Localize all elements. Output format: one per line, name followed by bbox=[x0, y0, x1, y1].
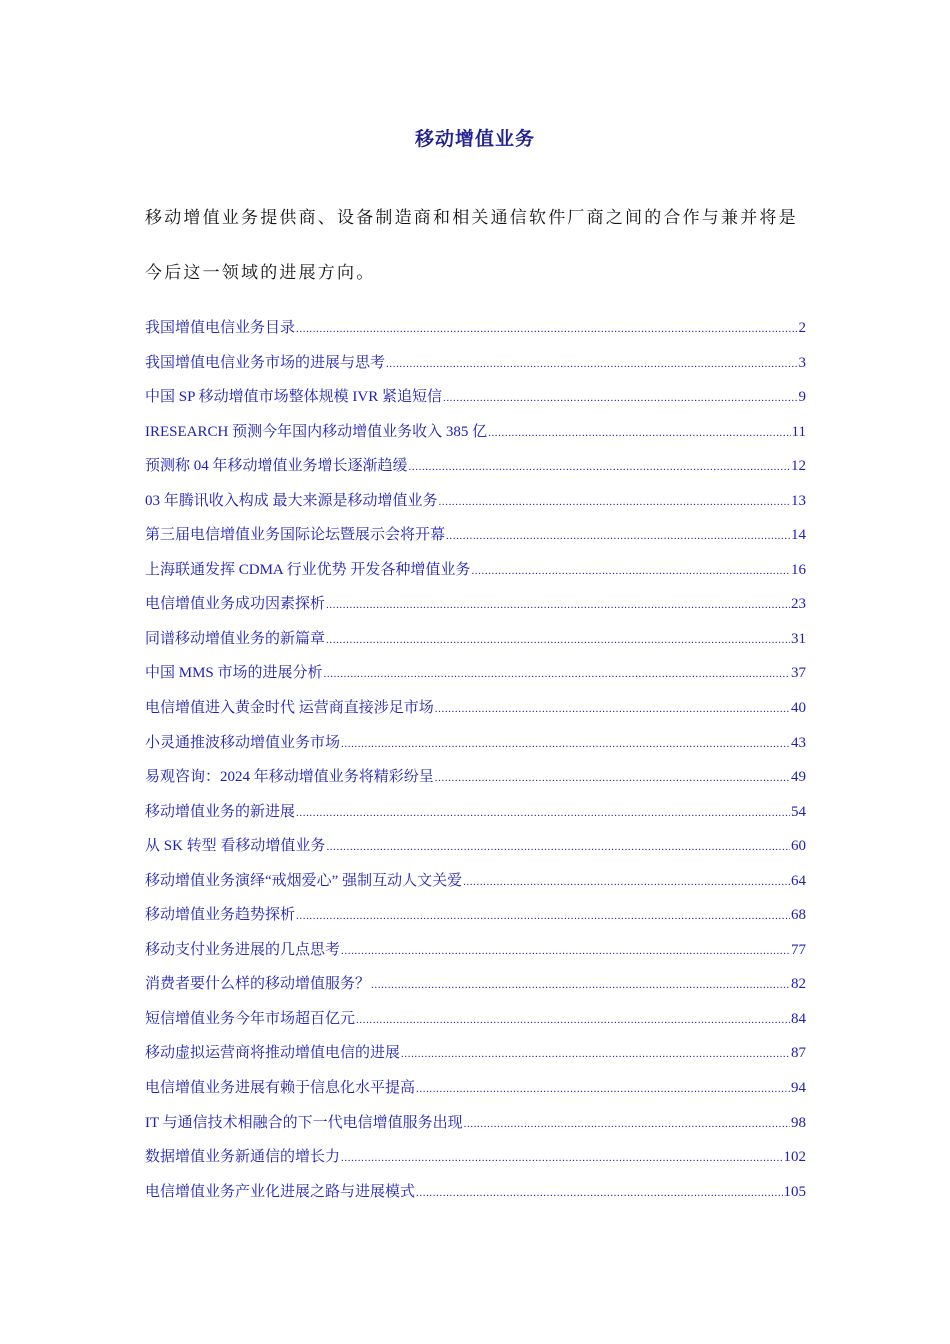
toc-entry[interactable] bbox=[145, 728, 806, 763]
toc-entry[interactable] bbox=[145, 969, 806, 1004]
toc-entry-title: IT 与通信技术相融合的下一代电信增值服务出现 bbox=[145, 1114, 463, 1131]
toc-entry[interactable] bbox=[145, 313, 806, 348]
toc-entry[interactable] bbox=[145, 1004, 806, 1039]
toc-page-number: 31 bbox=[791, 630, 806, 647]
toc-dot-leader bbox=[326, 625, 790, 655]
toc-dot-leader bbox=[296, 314, 797, 344]
toc-dot-leader bbox=[471, 556, 790, 586]
toc-page-number: 64 bbox=[791, 872, 806, 889]
toc-entry-title: 电信增值进入黄金时代 运营商直接涉足市场 bbox=[145, 700, 434, 717]
toc-entry-title: 数据增值业务新通信的增长力 bbox=[145, 1149, 341, 1166]
toc-entry[interactable] bbox=[145, 348, 806, 383]
toc-entry[interactable] bbox=[145, 417, 806, 452]
toc-page-number: 13 bbox=[791, 492, 806, 509]
toc-entry-title: 移动增值业务趋势探析 bbox=[145, 907, 296, 924]
toc-entry[interactable] bbox=[145, 382, 806, 417]
toc-entry[interactable] bbox=[145, 520, 806, 555]
intro-line: 今后这一领域的进展方向。 bbox=[145, 263, 376, 283]
toc-entry-title: 易观咨询：2024 年移动增值业务将精彩纷呈 bbox=[145, 769, 434, 786]
toc-dot-leader bbox=[341, 936, 790, 966]
toc-page-number: 11 bbox=[791, 423, 806, 440]
toc-entry[interactable] bbox=[145, 1073, 806, 1108]
toc-page-number: 77 bbox=[791, 941, 806, 958]
toc-dot-leader bbox=[296, 798, 790, 828]
toc-dot-leader bbox=[416, 1074, 790, 1104]
toc-entry[interactable] bbox=[145, 555, 806, 590]
toc-entry[interactable] bbox=[145, 900, 806, 935]
toc-dot-leader bbox=[416, 1178, 782, 1208]
toc-entry-title: 我国增值电信业务市场的进展与思考 bbox=[145, 354, 386, 371]
toc-page-number: 37 bbox=[791, 665, 806, 682]
toc-entry-title: 小灵通推波移动增值业务市场 bbox=[145, 734, 341, 751]
toc-page-number: 60 bbox=[791, 838, 806, 855]
toc-page-number: 9 bbox=[798, 389, 806, 406]
toc-entry-title: 移动增值业务的新进展 bbox=[145, 803, 296, 820]
toc-dot-leader bbox=[341, 1143, 782, 1173]
toc-dot-leader bbox=[324, 659, 790, 689]
toc-entry[interactable] bbox=[145, 797, 806, 832]
toc-dot-leader bbox=[386, 349, 797, 379]
toc-entry[interactable] bbox=[145, 693, 806, 728]
toc-entry[interactable] bbox=[145, 1108, 806, 1143]
toc-page-number: 49 bbox=[791, 769, 806, 786]
toc-entry-title: 移动增值业务演绎“戒烟爱心” 强制互动人文关爱 bbox=[145, 872, 463, 889]
toc-dot-leader bbox=[439, 487, 790, 517]
toc-entry-title: 中国 SP 移动增值市场整体规模 IVR 紧追短信 bbox=[145, 389, 442, 406]
toc-entry[interactable] bbox=[145, 658, 806, 693]
toc-dot-leader bbox=[443, 383, 798, 413]
toc-page-number: 84 bbox=[791, 1010, 806, 1027]
intro-paragraph bbox=[145, 191, 810, 301]
intro-line: 移动增值业务提供商、设备制造商和相关通信软件厂商之间的合作与兼并将是 bbox=[145, 208, 798, 228]
document-title: 移动增值业务 bbox=[414, 128, 535, 150]
toc-dot-leader bbox=[409, 452, 790, 482]
toc-dot-leader bbox=[371, 970, 790, 1000]
toc-entry-title: 上海联通发挥 CDMA 行业优势 开发各种增值业务 bbox=[145, 561, 471, 578]
toc-entry[interactable] bbox=[145, 831, 806, 866]
toc-entry-title: 03 年腾讯收入构成 最大来源是移动增值业务 bbox=[145, 492, 438, 509]
toc-dot-leader bbox=[296, 901, 790, 931]
toc-entry-title: 第三届电信增值业务国际论坛暨展示会将开幕 bbox=[145, 527, 446, 544]
toc-page-number: 102 bbox=[783, 1149, 806, 1166]
toc-page-number: 105 bbox=[783, 1183, 806, 1200]
toc-page-number: 94 bbox=[791, 1080, 806, 1097]
toc-dot-leader bbox=[464, 1109, 790, 1139]
toc-entry-title: 从 SK 转型 看移动增值业务 bbox=[145, 838, 326, 855]
toc-entry[interactable] bbox=[145, 1177, 806, 1212]
toc-dot-leader bbox=[463, 867, 790, 897]
toc-page-number: 68 bbox=[791, 907, 806, 924]
toc-dot-leader bbox=[326, 832, 790, 862]
toc-entry[interactable] bbox=[145, 866, 806, 901]
toc-page-number: 12 bbox=[791, 458, 806, 475]
toc-dot-leader bbox=[401, 1039, 790, 1069]
toc-entry[interactable] bbox=[145, 1142, 806, 1177]
toc-page-number: 23 bbox=[791, 596, 806, 613]
toc-entry[interactable] bbox=[145, 589, 806, 624]
toc-entry[interactable] bbox=[145, 486, 806, 521]
toc-page-number: 98 bbox=[791, 1114, 806, 1131]
toc-entry-title: 中国 MMS 市场的进展分析 bbox=[145, 665, 323, 682]
toc-entry[interactable] bbox=[145, 762, 806, 797]
toc-entry-title: 预测称 04 年移动增值业务增长逐渐趋缓 bbox=[145, 458, 408, 475]
toc-entry[interactable] bbox=[145, 451, 806, 486]
toc-page-number: 14 bbox=[791, 527, 806, 544]
toc-entry[interactable] bbox=[145, 1038, 806, 1073]
toc-entry-title: 短信增值业务今年市场超百亿元 bbox=[145, 1010, 356, 1027]
toc-page-number: 43 bbox=[791, 734, 806, 751]
toc-dot-leader bbox=[435, 763, 790, 793]
toc-dot-leader bbox=[326, 590, 790, 620]
toc-entry[interactable] bbox=[145, 624, 806, 659]
toc-dot-leader bbox=[356, 1005, 790, 1035]
toc-entry-title: 移动支付业务进展的几点思考 bbox=[145, 941, 341, 958]
toc-entry-title: 移动虚拟运营商将推动增值电信的进展 bbox=[145, 1045, 401, 1062]
toc-page-number: 82 bbox=[791, 976, 806, 993]
toc-entry[interactable] bbox=[145, 935, 806, 970]
toc-entry-title: IRESEARCH 预测今年国内移动增值业务收入 385 亿 bbox=[145, 423, 488, 440]
toc-page-number: 2 bbox=[798, 320, 806, 336]
toc-entry-title: 消费者要什么样的移动增值服务？ bbox=[145, 976, 371, 993]
toc-dot-leader bbox=[446, 521, 790, 551]
toc-page-number: 40 bbox=[791, 700, 806, 717]
toc-page-number: 16 bbox=[791, 561, 806, 578]
toc-page-number: 87 bbox=[791, 1045, 806, 1062]
table-of-contents bbox=[145, 313, 806, 1211]
toc-entry-title: 电信增值业务产业化进展之路与进展模式 bbox=[145, 1183, 416, 1200]
toc-dot-leader bbox=[488, 418, 790, 448]
toc-page-number: 3 bbox=[798, 354, 806, 371]
toc-dot-leader bbox=[341, 729, 790, 759]
toc-page-number: 54 bbox=[791, 803, 806, 820]
toc-dot-leader bbox=[435, 694, 790, 724]
toc-entry-title: 我国增值电信业务目录 bbox=[145, 320, 296, 336]
toc-entry-title: 同谱移动增值业务的新篇章 bbox=[145, 630, 326, 647]
toc-entry-title: 电信增值业务成功因素探析 bbox=[145, 596, 326, 613]
toc-entry-title: 电信增值业务进展有赖于信息化水平提高 bbox=[145, 1080, 416, 1097]
